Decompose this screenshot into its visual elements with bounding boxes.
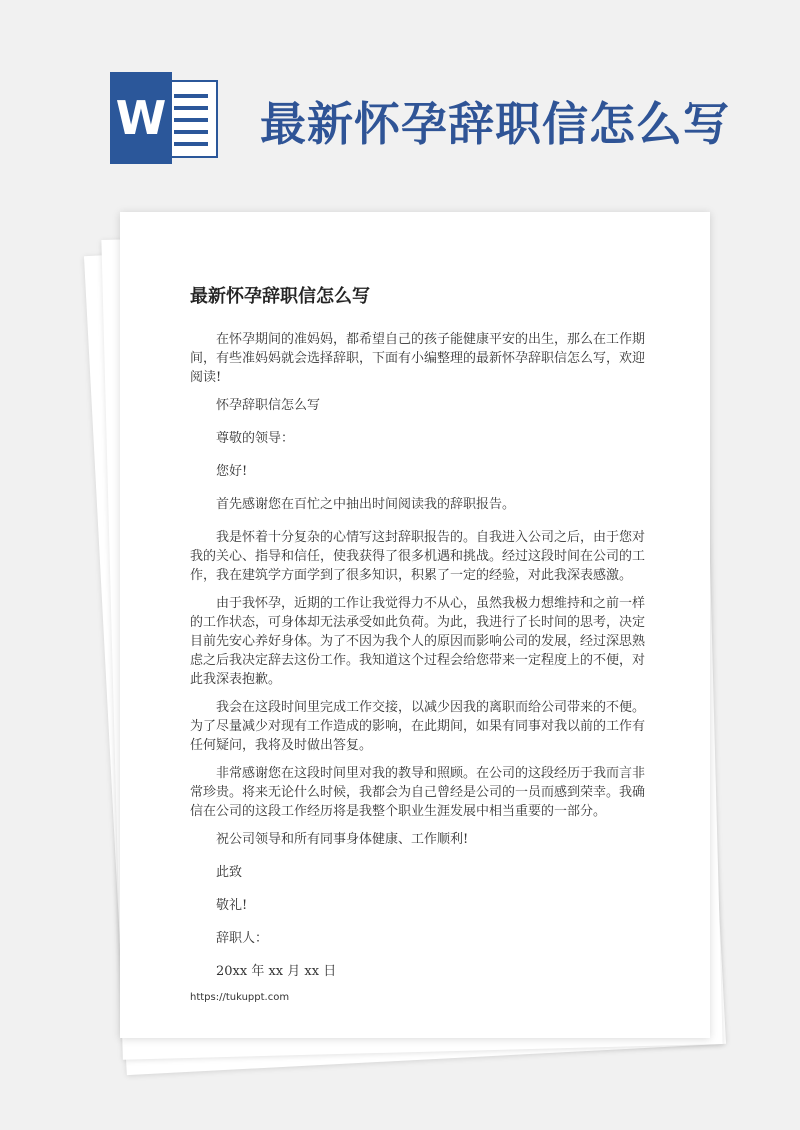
word-document-icon [110, 72, 220, 164]
intro-paragraph: 在怀孕期间的准妈妈，都希望自己的孩子能健康平安的出生，那么在工作期间，有些准妈妈就会选择辞职，下面有小编整理的最新怀孕辞职信怎么写，欢迎阅读! [190, 332, 646, 385]
signature-label: 辞职人： [216, 931, 269, 946]
greeting: 您好! [216, 464, 248, 479]
closing-wish: 祝公司领导和所有同事身体健康、工作顺利! [216, 832, 469, 847]
document-title: 最新怀孕辞职信怎么写 [190, 286, 370, 307]
closing-salute: 敬礼! [216, 898, 248, 913]
body-paragraph: 我是怀着十分复杂的心情写这封辞职报告的。自我进入公司之后，由于您对我的关心、指导和信任，使我获得了很多机遇和挑战。经过这段时间在公司的工作，我在建筑学方面学到了很多知识，积累了一定的经验，对此我深表感激。 [190, 530, 646, 583]
body-paragraph: 首先感谢您在百忙之中抽出时间阅读我的辞职报告。 [216, 497, 516, 512]
body-paragraph: 由于我怀孕，近期的工作让我觉得力不从心，虽然我极力想维持和之前一样的工作状态，可身体却无法承受如此负荷。为此，我进行了长时间的思考，决定目前先安心养好身体。为了不因为我个人的原因而影响公司的发展，经过深思熟虑之后我决定辞去这份工作。我知道这个过程会给您带来一定程度上的不便，对此我深表抱歉。 [190, 596, 646, 687]
body-paragraph: 非常感谢您在这段时间里对我的教导和照顾。在公司的这段经历于我而言非常珍贵。将来无论什么时候，我都会为自己曾经是公司的一员而感到荣幸。我确信在公司的这段工作经历将是我整个职业生涯发展中相当重要的一部分。 [190, 766, 646, 819]
date-line: 20xx 年 xx 月 xx 日 [216, 964, 337, 979]
page-title: 最新怀孕辞职信怎么写 [260, 97, 730, 151]
source-url: https://tukuppt.com [190, 992, 290, 1003]
closing-phrase: 此致 [216, 865, 243, 880]
body-paragraph: 我会在这段时间里完成工作交接，以减少因我的离职而给公司带来的不便。为了尽量减少对现有工作造成的影响，在此期间，如果有同事对我以前的工作有任何疑问，我将及时做出答复。 [190, 700, 646, 753]
document-body [190, 330, 645, 995]
letter-heading: 怀孕辞职信怎么写 [216, 398, 321, 413]
salutation: 尊敬的领导： [216, 431, 295, 446]
document-page [120, 212, 710, 1038]
header-banner [0, 0, 800, 200]
word-letter-badge: W [110, 72, 172, 164]
